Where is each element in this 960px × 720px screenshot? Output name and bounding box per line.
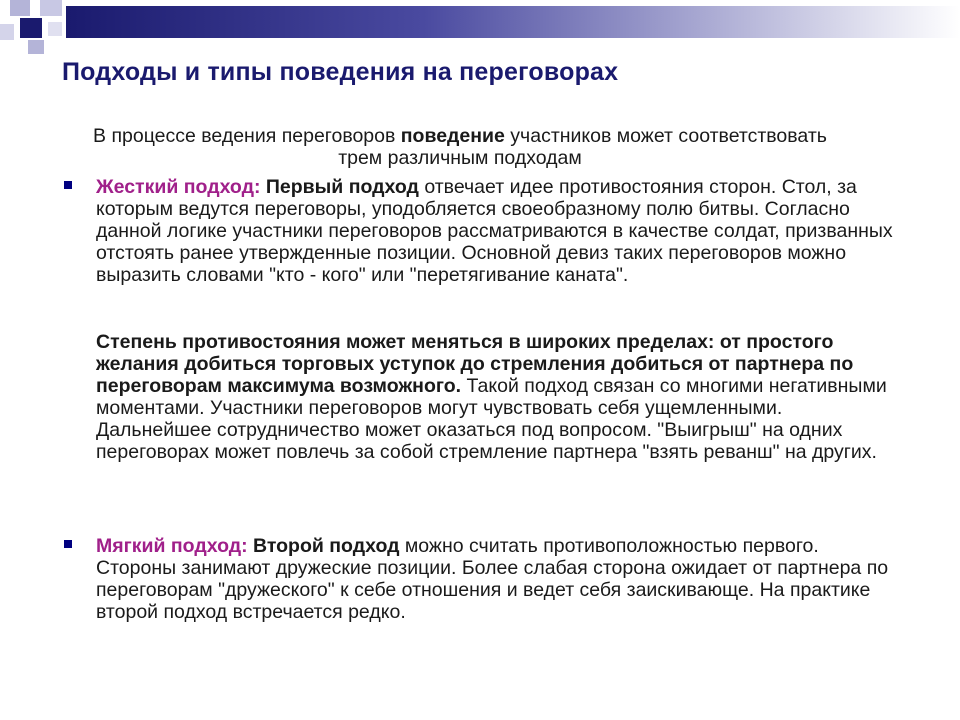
hard-approach-detail-paragraph bbox=[96, 331, 896, 463]
hard-approach-text: отвечает идее противостояния сторон. Стол, за которым ведутся переговоры, уподобляется своеобразному полю битвы. Согласно данной логике участники переговоров рассматриваются в качестве солдат, призванных отстоять ранее утвержденные позиции. Основной девиз таких переговоров можно выразить словами "кто - кого" или "перетягивание каната". bbox=[96, 176, 893, 286]
soft-approach-lead: Второй подход bbox=[253, 535, 400, 557]
hard-approach-paragraph bbox=[96, 176, 896, 286]
deco-square bbox=[0, 24, 14, 40]
soft-approach-paragraph bbox=[96, 535, 896, 623]
deco-square bbox=[10, 0, 30, 16]
intro-bold-word: поведение bbox=[400, 125, 505, 147]
hard-approach-label: Жесткий подход: bbox=[96, 176, 261, 198]
deco-square bbox=[48, 22, 62, 36]
hard-approach-detail-bold: Степень противостояния может меняться в широких пределах: от простого желания добиться торговых уступок до стремления добиться от партнера по переговорам максимума возможного. bbox=[96, 331, 854, 397]
deco-square bbox=[28, 40, 44, 54]
slide-title: Подходы и типы поведения на переговорах bbox=[62, 58, 619, 86]
header-decoration bbox=[0, 0, 960, 60]
deco-square bbox=[40, 0, 62, 16]
intro-text-start: В процессе ведения переговоров bbox=[93, 125, 401, 147]
intro-paragraph bbox=[80, 125, 840, 169]
bullet-square-icon bbox=[64, 540, 72, 548]
bullet-square-icon bbox=[64, 181, 72, 189]
hard-approach-lead: Первый подход bbox=[265, 176, 419, 198]
soft-approach-text: можно считать противоположностью первого. Стороны занимают дружеские позиции. Более слабая сторона ожидает от партнера по переговорам "дружеского" к себе отношения и ведет себя заискивающе. На практике второй подход встречается редко. bbox=[96, 535, 889, 623]
hard-approach-detail-text: Такой подход связан со многими негативными моментами. Участники переговоров могут чувствовать себя ущемленными. Дальнейшее сотрудничество может оказаться под вопросом. "Выигрыш" на одних переговорах может повлечь за собой стремление партнера "взять реванш" на других. bbox=[96, 375, 887, 463]
soft-approach-label: Мягкий подход: bbox=[96, 535, 248, 557]
intro-text-end: участников может соответствовать трем различным подходам bbox=[338, 125, 827, 169]
header-gradient-bar bbox=[66, 6, 960, 38]
deco-square bbox=[20, 18, 42, 38]
